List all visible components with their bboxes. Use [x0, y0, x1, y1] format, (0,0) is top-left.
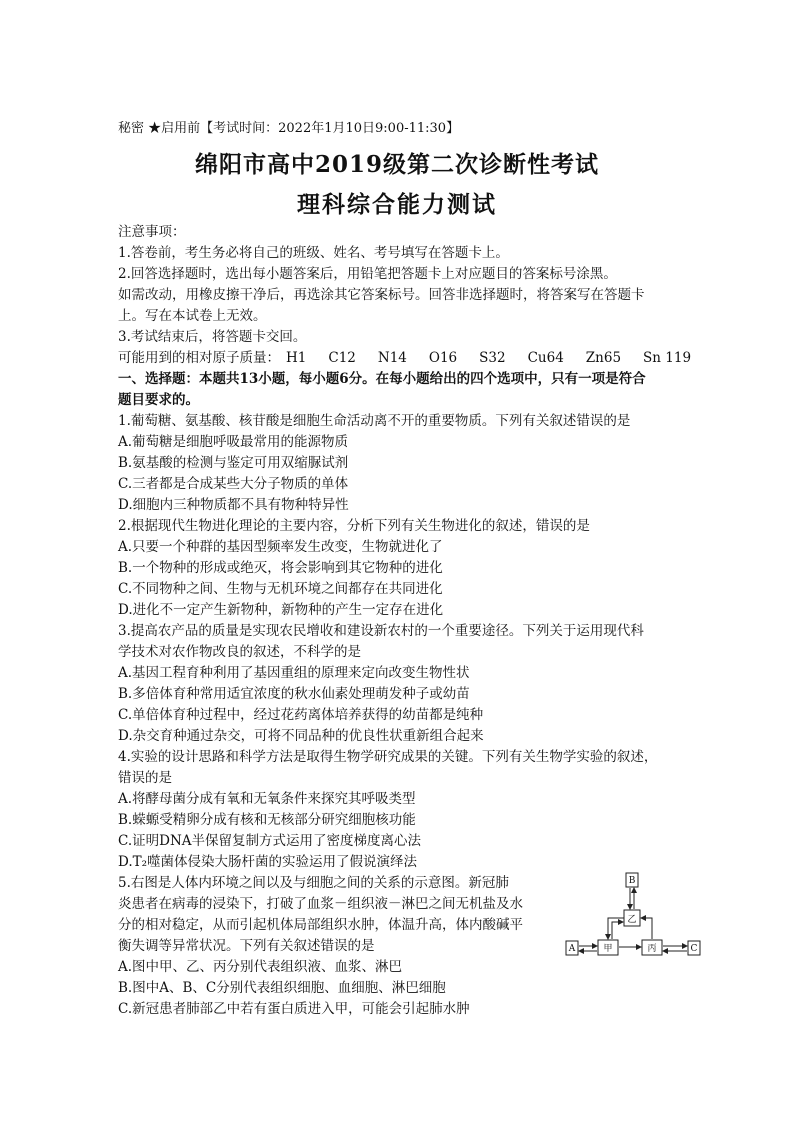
q1-option-a: A.葡萄糖是细胞呼吸最常用的能源物质 [118, 434, 349, 450]
label-a: A [568, 944, 576, 954]
q3-option-b: B.多倍体育种常用适宜浓度的秋水仙素处理萌发种子或幼苗 [118, 686, 470, 702]
q4-option-a: A.将酵母菌分成有氧和无氧条件来探究其呼吸类型 [118, 791, 416, 807]
note-item-2: 2.回答选择题时，选出每小题答案后，用铅笔把答题卡上对应题目的答案标号涂黑。 [118, 266, 617, 282]
mass-h: H1 [286, 350, 307, 366]
mass-zn: Zn65 [585, 350, 622, 366]
atomic-mass-line [118, 348, 713, 369]
note-item-2-end: 上。写在本试卷上无效。 [118, 308, 267, 324]
q3-option-a: A.基因工程育种利用了基因重组的原理来定向改变生物性状 [118, 665, 470, 681]
q5-option-c: C.新冠患者肺部乙中若有蛋白质进入甲，可能会引起肺水肿 [118, 1001, 470, 1017]
label-b: B [628, 876, 636, 886]
q5-option-a: A.图中甲、乙、丙分别代表组织液、血浆、淋巴 [118, 959, 403, 975]
q4-stem: 4.实验的设计思路和科学方法是取得生物学研究成果的关键。下列有关生物学实验的叙述， [118, 749, 658, 765]
q4-option-b: B.蝾螈受精卵分成有核和无核部分研究细胞核功能 [118, 812, 416, 828]
mass-cu: Cu64 [527, 350, 564, 366]
q4-option-c: C.证明DNA半保留复制方式运用了密度梯度离心法 [118, 833, 422, 849]
label-c: C [690, 944, 698, 954]
section-heading: 一、选择题：本题共13小题，每小题6分。在每小题给出的四个选项中，只有一项是符合 [118, 371, 646, 387]
label-yi: 乙 [627, 915, 637, 925]
note-item-1: 1.答卷前，考生务必将自己的班级、姓名、考号填写在答题卡上。 [118, 245, 509, 261]
label-bing: 丙 [647, 944, 657, 954]
exam-title: 绵阳市高中2019级第二次诊断性考试 [194, 151, 599, 178]
q2-option-c: C.不同物种之间、生物与无机环境之间都存在共同进化 [118, 581, 443, 597]
q2-option-b: B.一个物种的形成或绝灭，将会影响到其它物种的进化 [118, 560, 443, 576]
confidential-line: 秘密 ★启用前【考试时间：2022年1月10日9:00-11:30】 [118, 121, 460, 136]
q3-option-d: D.杂交育种通过杂交，可将不同品种的优良性状重新组合起来 [118, 728, 484, 744]
mass-c: C12 [328, 350, 356, 366]
q5-stem-cont-1: 炎患者在病毒的浸染下，打破了血浆－组织液－淋巴之间无机盐及水 [118, 896, 523, 912]
mass-n: N14 [377, 350, 407, 366]
note-item-2-cont: 如需改动，用橡皮擦干净后，再选涂其它答案标号。回答非选择题时，将答案写在答题卡 [118, 287, 645, 303]
q3-option-c: C.单倍体育种过程中，经过花药离体培养获得的幼苗都是纯种 [118, 707, 484, 723]
exam-subtitle: 理科综合能力测试 [297, 191, 497, 218]
q4-option-d: D.T₂噬菌体侵染大肠杆菌的实验运用了假说演绎法 [118, 854, 418, 870]
mass-s: S32 [479, 350, 506, 366]
q5-stem-cont-2: 分的相对稳定，从而引起机体局部组织水肿，体温升高，体内酸碱平 [118, 917, 523, 933]
q2-stem: 2.根据现代生物进化理论的主要内容，分析下列有关生物进化的叙述，错误的是 [118, 518, 590, 534]
label-jia: 甲 [603, 944, 613, 954]
q2-option-d: D.进化不一定产生新物种，新物种的产生一定存在进化 [118, 602, 444, 618]
q5-stem-cont-3: 衡失调等异常状况。下列有关叙述错误的是 [118, 938, 375, 954]
q4-stem-cont: 错误的是 [118, 770, 172, 786]
notes-heading: 注意事项： [118, 224, 186, 240]
q3-stem: 3.提高农产品的质量是实现农民增收和建设新农村的一个重要途径。下列关于运用现代科 [118, 623, 644, 639]
q5-option-b: B.图中A、B、C分别代表组织细胞、血细胞、淋巴细胞 [118, 980, 446, 996]
q1-option-b: B.氨基酸的检测与鉴定可用双缩脲试剂 [118, 455, 349, 471]
section-heading-cont: 题目要求的。 [118, 392, 199, 408]
note-item-3: 3.考试结束后，将答题卡交回。 [118, 329, 307, 345]
mass-sn: Sn 119 [643, 350, 692, 366]
q5-stem: 5.右图是人体内环境之间以及与细胞之间的关系的示意图。新冠肺 [118, 875, 509, 891]
atomic-mass-label: 可能用到的相对原子质量： [118, 350, 280, 366]
q2-option-a: A.只要一个种群的基因型频率发生改变，生物就进化了 [118, 539, 443, 555]
mass-o: O16 [428, 350, 458, 366]
q1-option-c: C.三者都是合成某些大分子物质的单体 [118, 476, 349, 492]
q1-option-d: D.细胞内三种物质都不具有物种特异性 [118, 497, 349, 513]
body-fluid-diagram [560, 868, 710, 978]
q3-stem-cont: 学技术对农作物改良的叙述，不科学的是 [118, 644, 361, 660]
q1-stem: 1.葡萄糖、氨基酸、核苷酸是细胞生命活动离不开的重要物质。下列有关叙述错误的是 [118, 413, 631, 429]
